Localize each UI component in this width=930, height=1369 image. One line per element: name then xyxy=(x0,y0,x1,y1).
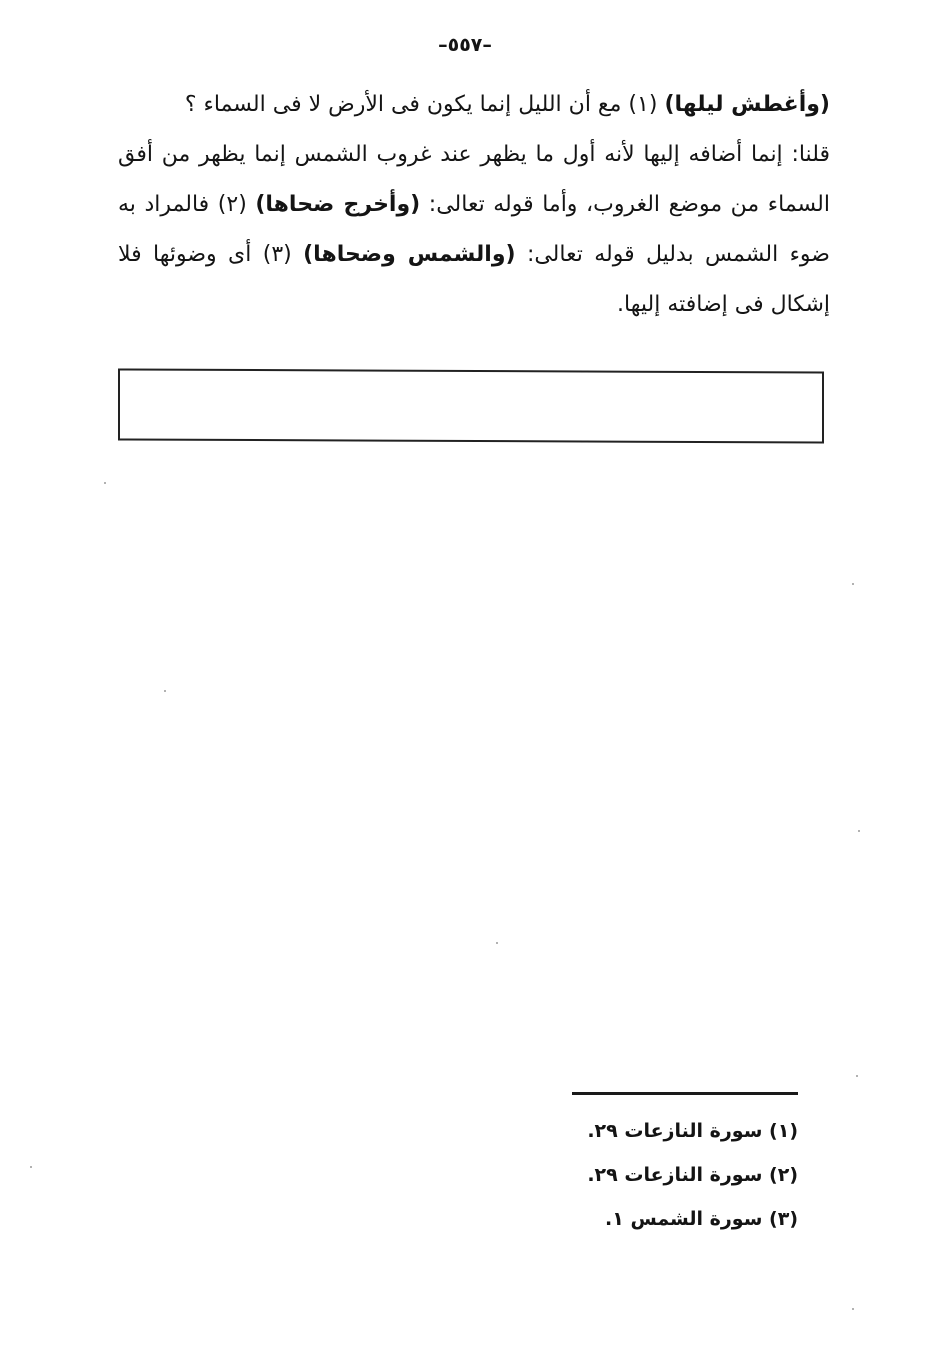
footnote-ref: (٣) xyxy=(262,242,292,267)
quran-quote: (وأخرج ضحاها) xyxy=(255,192,421,217)
scan-speck xyxy=(858,830,860,832)
footnote: (١) سورة النازعات ٢٩. xyxy=(587,1120,798,1142)
paragraph-text: مع أن الليل إنما يكون فى الأرض لا فى السماء ؟ xyxy=(184,92,622,117)
quran-quote: (وأغطش ليلها) xyxy=(664,92,830,117)
scan-speck xyxy=(104,482,106,484)
paragraph-text: فالمراد به ضوء الشمس بدليل قوله تعالى: xyxy=(118,192,830,267)
paragraph-text: أى وضوئها فلا إشكال فى إضافته إليها. xyxy=(118,242,830,317)
footnote-ref: (٢) xyxy=(217,192,247,217)
paragraph-text: إنما أضافه إليها لأنه أول ما يظهر عند غروب الشمس إنما يظهر من أفق السماء من موضع الغروب، وأما قوله تعالى: xyxy=(118,142,830,217)
footnote: (٢) سورة النازعات ٢٩. xyxy=(587,1164,798,1186)
footnote-divider xyxy=(572,1092,798,1095)
scan-speck xyxy=(30,1166,32,1168)
scan-speck xyxy=(852,583,854,585)
answer-lead: قلنا: xyxy=(791,142,830,167)
empty-frame-box xyxy=(118,368,824,443)
scan-speck xyxy=(856,1075,858,1077)
footnote: (٣) سورة الشمس ١. xyxy=(605,1208,798,1230)
page-number: –٥٥٧– xyxy=(438,34,492,56)
main-text xyxy=(118,80,830,330)
question-paragraph xyxy=(118,80,830,130)
scan-speck xyxy=(496,942,498,944)
scan-speck xyxy=(164,690,166,692)
answer-paragraph xyxy=(118,130,830,330)
footnotes xyxy=(440,1109,798,1241)
footnote-ref: (١) xyxy=(628,92,658,117)
scan-speck xyxy=(852,1308,854,1310)
quran-quote: (والشمس وضحاها) xyxy=(303,242,516,267)
